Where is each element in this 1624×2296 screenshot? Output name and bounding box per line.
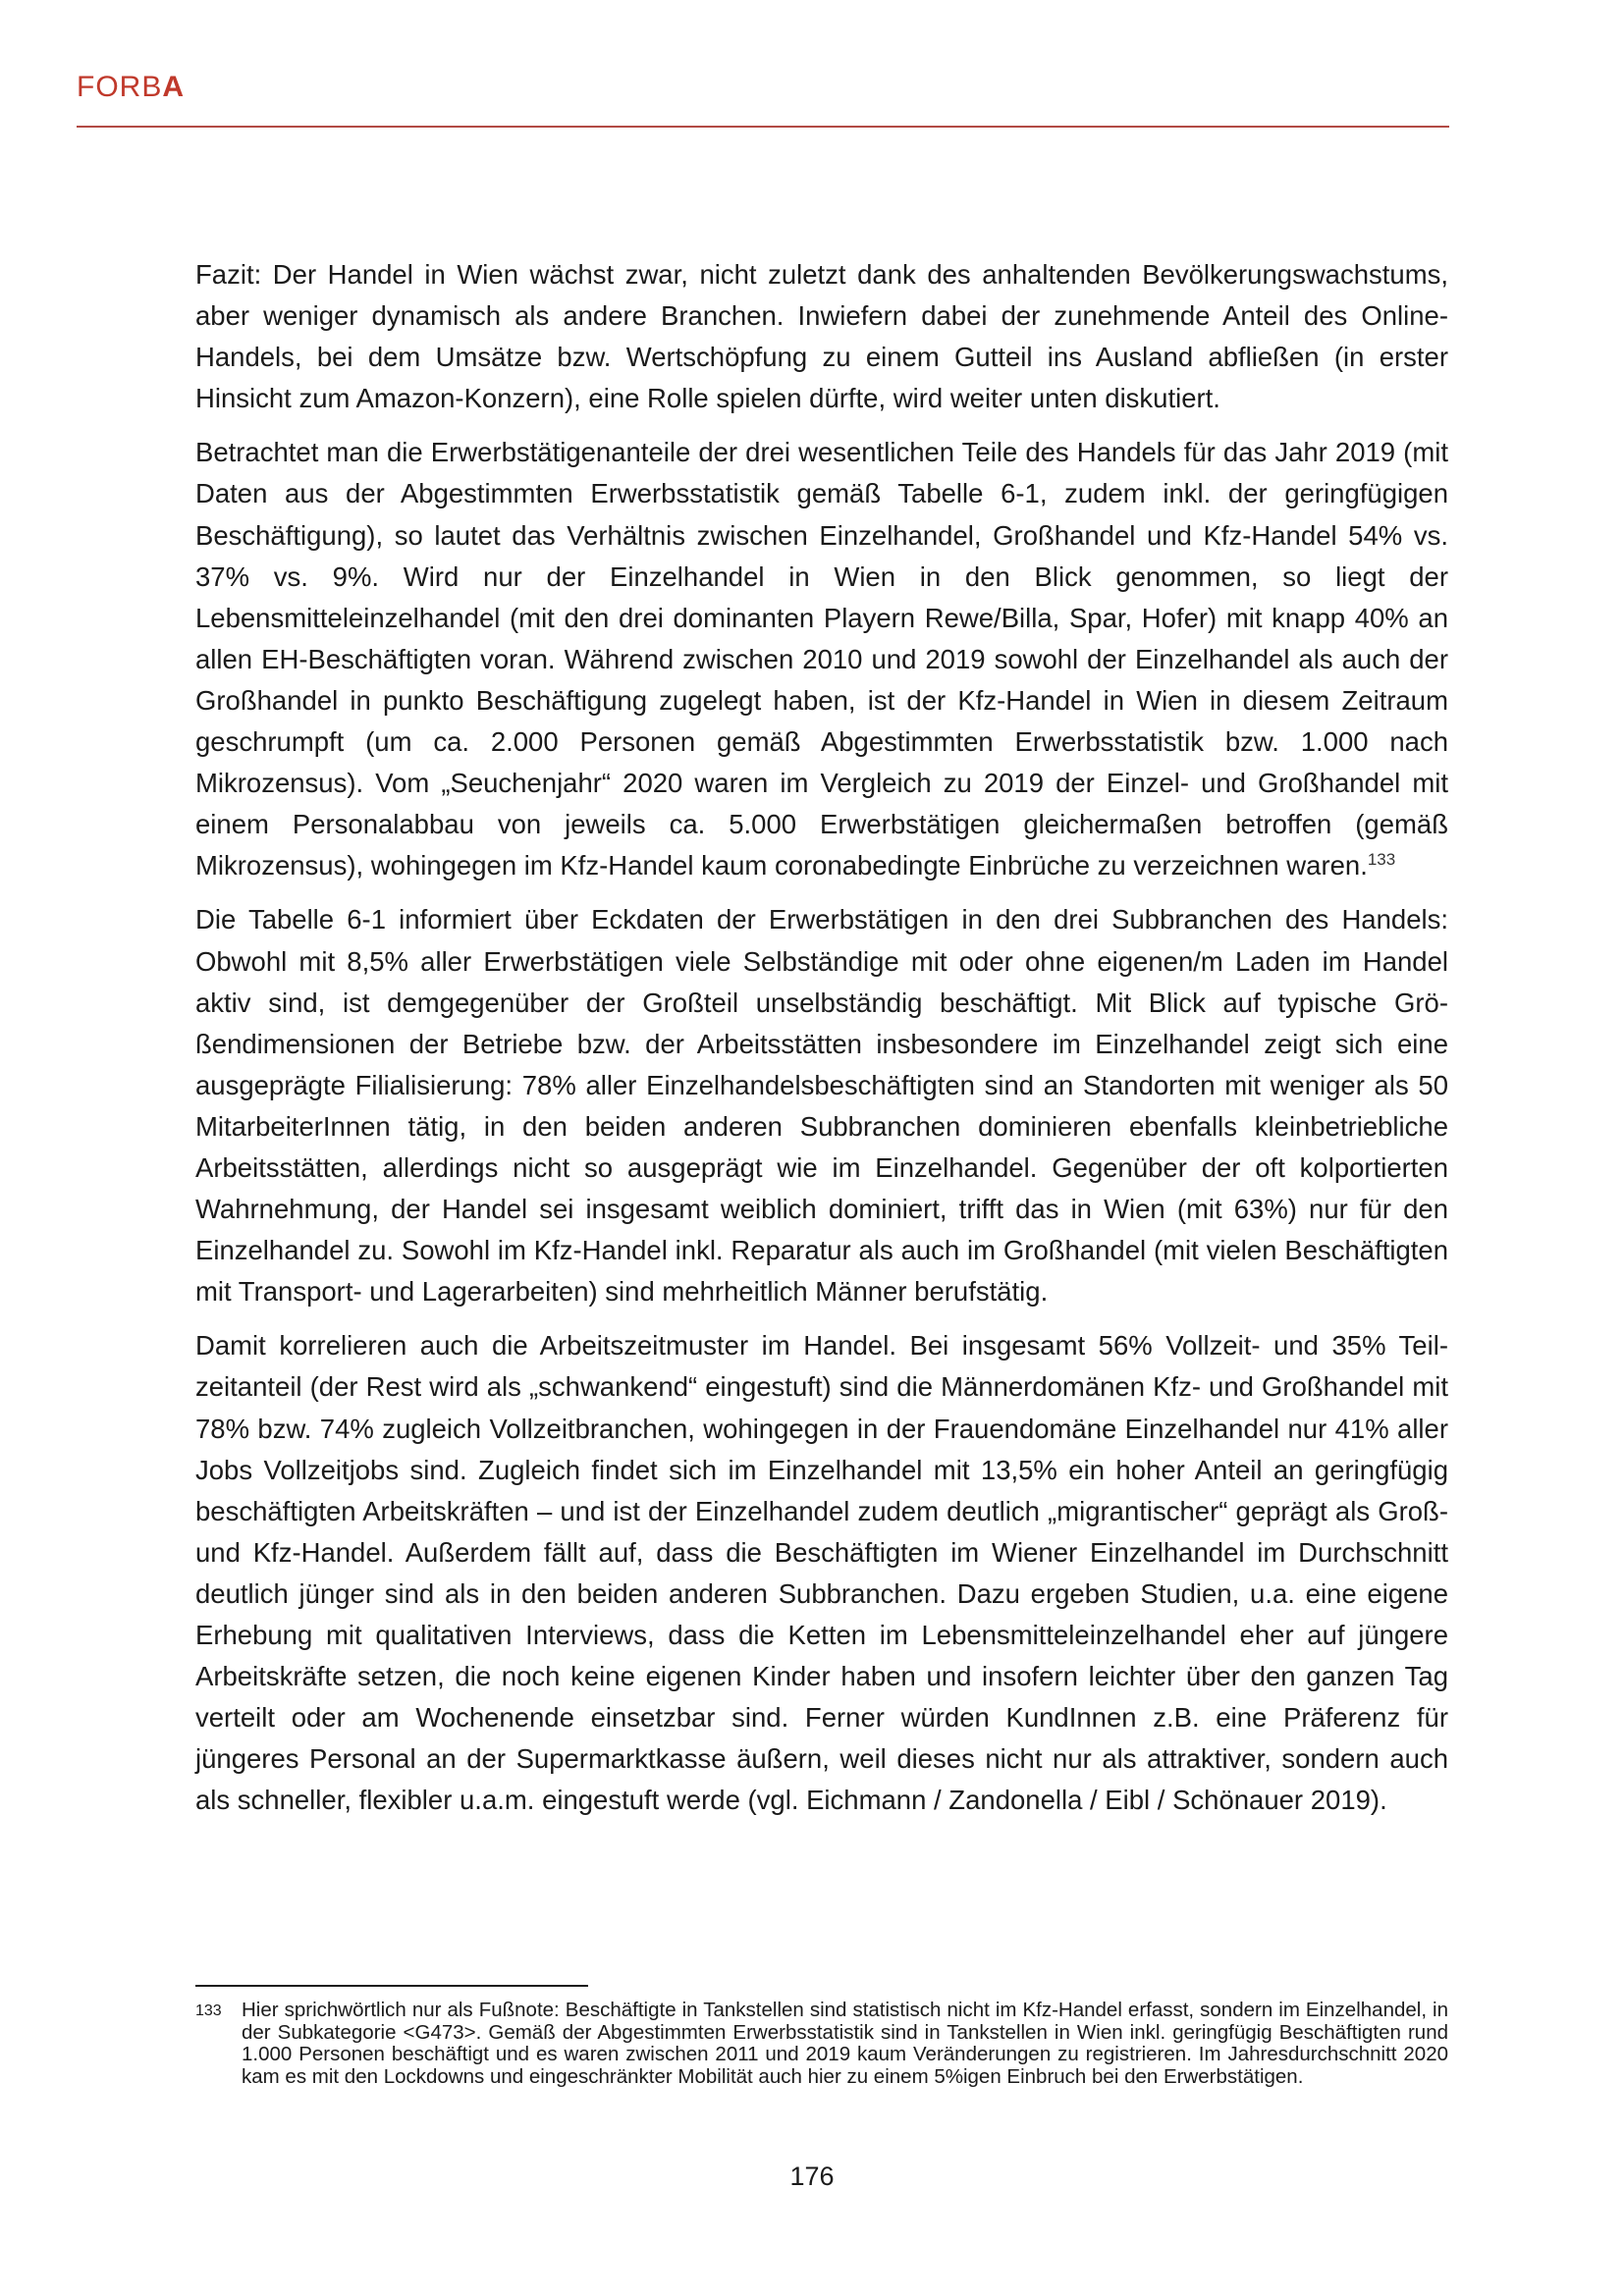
logo-text-bold: A	[162, 71, 186, 103]
footnote	[195, 2000, 1448, 2088]
paragraph-text: Betrachtet man die Erwerbstätigenanteile der drei wesentlichen Teile des Handels für das Jahr 2019 (mit Daten aus der Abgestimmten Erwerbsstatistik gemäß Tabelle 6-1, zudem inkl. der geringfügigen Beschäftigung), so lautet das Verhältnis zwischen Einzelhandel, Großhandel und Kfz-Handel 54% vs. 37% vs. 9%. Wird nur der Einzelhandel in Wien in den Blick genommen, so liegt der Lebensmitteleinzelhandel (mit den drei dominanten Playern Rewe/Billa, Spar, Hofer) mit knapp 40% an allen EH-Beschäftigten voran. Während zwischen 2010 und 2019 sowohl der Einzelhandel als auch der Großhandel in punkto Beschäftigung zugelegt haben, ist der Kfz-Handel in Wien in diesem Zeitraum geschrumpft (um ca. 2.000 Personen gemäß Abgestimmten Erwerbsstatistik bzw. 1.000 nach Mikrozensus). Vom „Seuchenjahr“ 2020 waren im Vergleich zu 2019 der Einzel- und Großhandel mit einem Personalabbau von jeweils ca. 5.000 Erwerbstätigen gleichermaßen betroffen (gemäß Mikrozensus), wohingegen im Kfz-Handel kaum coronabedingte Einbrüche zu verzeichnen waren.	[195, 437, 1448, 881]
footnote-text: Hier sprichwörtlich nur als Fußnote: Beschäftigte in Tankstellen sind statistisch nicht im Kfz-Handel erfasst, sondern im Einzelhandel, in der Subkategorie <G473>. Gemäß der Abgestimmten Erwerbsstatistik sind in Tankstellen in Wien inkl. geringfügig Beschäftigten rund 1.000 Personen beschäftigt und es waren zwischen 2011 und 2019 kaum Veränderungen zu registrieren. Im Jahresdurchschnitt 2020 kam es mit den Lockdowns und eingeschränkter Mobilität auch hier zu einem 5%igen Einbruch bei den Erwerbstätigen.	[242, 1999, 1448, 2088]
body-text	[195, 254, 1448, 1834]
header-divider	[77, 126, 1449, 128]
footnote-reference[interactable]: 133	[1367, 850, 1396, 870]
paragraph-fazit: Fazit: Der Handel in Wien wächst zwar, nicht zuletzt dank des anhaltenden Bevölkerungswachstums, aber weniger dynamisch als andere Branchen. Inwiefern dabei der zunehmende Anteil des Online-Handels, bei dem Umsätze bzw. Wertschöpfung zu einem Gutteil ins Ausland abfließen (in erster Hinsicht zum Amazon-Konzern), eine Rolle spielen dürfte, wird weiter unten diskutiert.	[195, 259, 1448, 414]
paragraph-tabelle: Die Tabelle 6-1 informiert über Eckdaten der Erwerbstätigen in den drei Subbranchen des Handels: Obwohl mit 8,5% aller Erwerbstätigen viele Selbständige mit oder ohne eigenen/m Laden im Handel aktiv sind, ist demgegenüber der Großteil unselbständig beschäftigt. Mit Blick auf typische Größendimensionen der Betriebe bzw. der Arbeitsstätten insbesondere im Einzelhandel zeigt sich eine ausgeprägte Filialisierung: 78% aller Einzelhandelsbeschäftigten sind an Standorten mit weniger als 50 MitarbeiterInnen tätig, in den beiden anderen Subbranchen dominieren ebenfalls kleinbetriebliche Arbeitsstätten, allerdings nicht so ausgeprägt wie im Einzelhandel. Gegenüber der oft kolportierten Wahrnehmung, der Handel sei insgesamt weiblich dominiert, trifft das in Wien (mit 63%) nur für den Einzelhandel zu. Sowohl im Kfz-Handel inkl. Reparatur als auch im Großhandel (mit vielen Beschäftigten mit Transport- und Lagerarbeiten) sind mehrheitlich Männer berufstätig.	[195, 904, 1448, 1308]
page-number: 176	[789, 2162, 835, 2191]
paragraph-erwerbstaetigenanteile	[195, 432, 1448, 886]
paragraph-arbeitszeitmuster: Damit korrelieren auch die Arbeitszeitmuster im Handel. Bei insgesamt 56% Vollzeit- und 35% Teilzeitanteil (der Rest wird als „schwankend“ eingestuft) sind die Männerdomänen Kfz- und Großhandel mit 78% bzw. 74% zugleich Vollzeitbranchen, wohingegen in der Frauendomäne Einzelhandel nur 41% aller Jobs Vollzeitjobs sind. Zugleich findet sich im Einzelhandel mit 13,5% ein hoher Anteil an geringfügig beschäftigten Arbeitskräften – und ist der Einzelhandel zudem deutlich „migrantischer“ geprägt als Groß- und Kfz-Handel. Außerdem fällt auf, dass die Beschäftigten im Wiener Einzelhandel im Durchschnitt deutlich jünger sind als in den beiden anderen Subbranchen. Dazu ergeben Studien, u.a. eine eigene Erhebung mit qualitativen Interviews, dass die Ketten im Lebensmitteleinzelhandel eher auf jüngere Arbeitskräfte setzen, die noch keine eigenen Kinder haben und insofern leichter über den ganzen Tag verteilt oder am Wochenende einsetzbar sind. Ferner würden KundInnen z.B. eine Präferenz für jüngeres Personal an der Supermarktkasse äußern, weil dieses nicht nur als attraktiver, sondern auch als schneller, flexibler u.a.m. eingestuft werde (vgl. Eichmann / Zandonella / Eibl / Schönauer 2019).	[195, 1330, 1448, 1816]
logo-text: FORB	[77, 71, 163, 103]
footnote-divider	[195, 1985, 588, 1987]
forba-logo	[77, 71, 185, 104]
footnote-number: 133	[195, 2002, 222, 2019]
